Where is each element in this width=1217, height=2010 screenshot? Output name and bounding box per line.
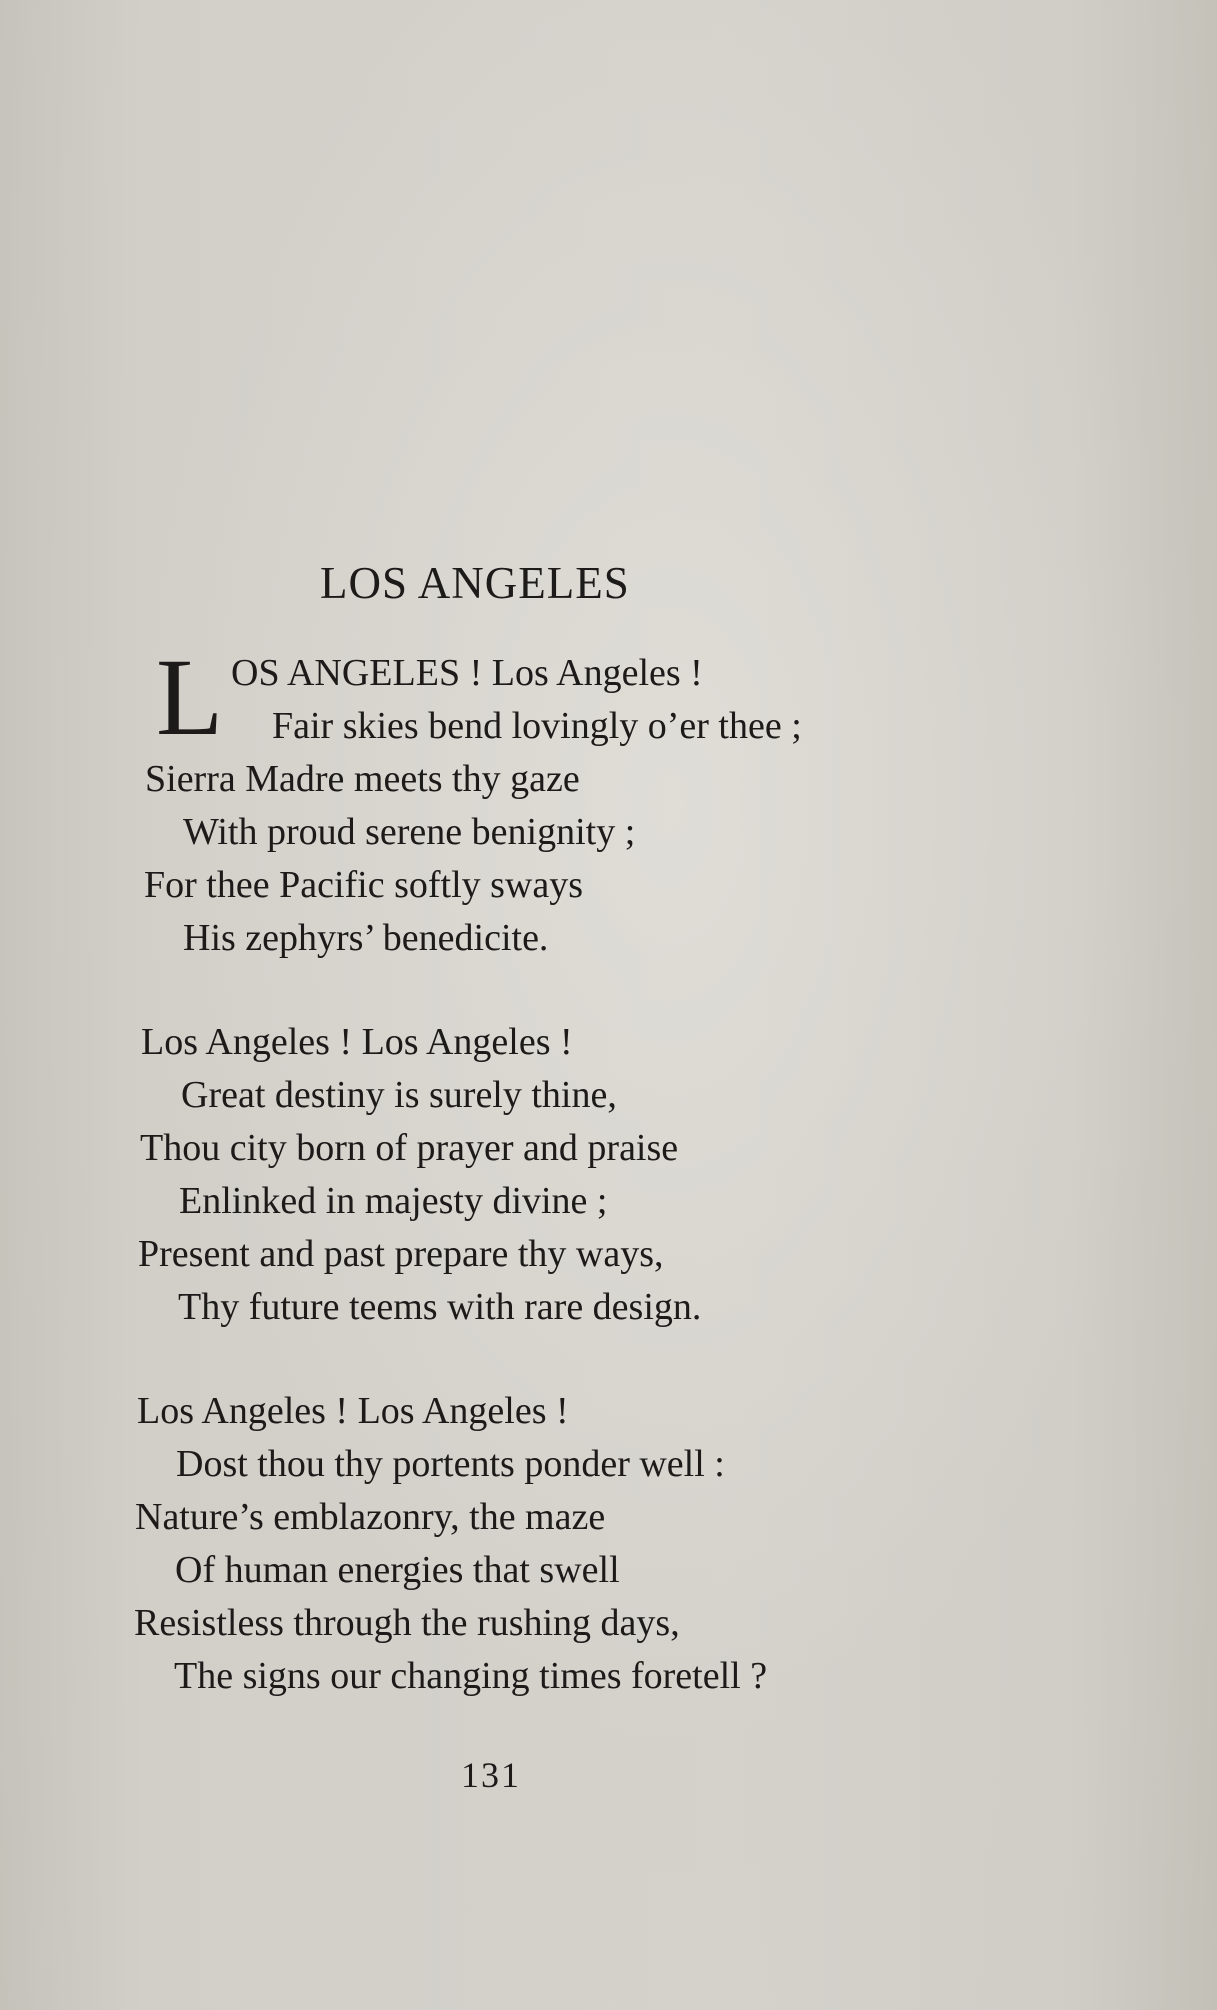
poem-title: LOS ANGELES bbox=[320, 558, 630, 608]
poem-line: Los Angeles ! Los Angeles ! bbox=[137, 1390, 569, 1432]
poem-line: Nature’s emblazonry, the maze bbox=[135, 1496, 606, 1538]
page-number: 131 bbox=[461, 1755, 521, 1795]
poem-line: Fair skies bend lovingly o’er thee ; bbox=[272, 705, 802, 747]
poem-line: Dost thou thy portents ponder well : bbox=[176, 1443, 725, 1485]
drop-cap: L bbox=[156, 636, 224, 758]
poem-line: Great destiny is surely thine, bbox=[181, 1074, 617, 1116]
poem-line: Enlinked in majesty divine ; bbox=[179, 1180, 608, 1222]
poem-line: Resistless through the rushing days, bbox=[134, 1602, 680, 1644]
poem-line: For thee Pacific softly sways bbox=[144, 864, 584, 906]
poem-line: His zephyrs’ benedicite. bbox=[183, 917, 549, 959]
poem-line: Of human energies that swell bbox=[175, 1549, 620, 1591]
poem-line: Present and past prepare thy ways, bbox=[138, 1233, 664, 1275]
poem-line: With proud serene benignity ; bbox=[183, 811, 636, 853]
poem-line: OS ANGELES ! Los Angeles ! bbox=[231, 652, 703, 694]
poem-line: Thou city born of prayer and praise bbox=[140, 1127, 679, 1169]
poem-line: The signs our changing times foretell ? bbox=[174, 1655, 768, 1697]
poem-line: Los Angeles ! Los Angeles ! bbox=[141, 1021, 573, 1063]
poem-line: Sierra Madre meets thy gaze bbox=[145, 758, 580, 800]
poem-line: Thy future teems with rare design. bbox=[178, 1286, 702, 1328]
